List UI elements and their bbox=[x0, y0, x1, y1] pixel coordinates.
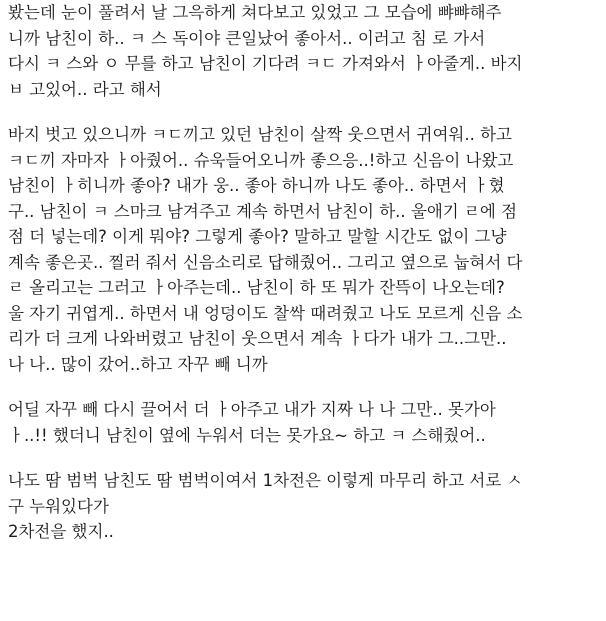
text-line: 니까 남친이 하.. ㅋ 스 독이야 큰일났어 좋아서.. 이러고 침 로 가서 bbox=[8, 28, 486, 48]
text-line: 봤는데 눈이 풀려서 날 그윽하게 쳐다보고 있었고 그 모습에 뺘뺘해주 bbox=[8, 3, 502, 22]
text-line: 리가 더 크게 나와버렸고 남친이 웃으면서 계속 ㅏ다가 내가 그..그만.. bbox=[8, 329, 507, 348]
text-line: 울 자기 귀엽게.. 하면서 내 엉덩이도 찰싹 때려줬고 나도 모르게 신음 소 bbox=[8, 303, 523, 323]
text-line: 계속 좋은곳.. 찔러 줘서 신음소리로 답해줬어.. 그리고 옆으로 눕혀서 다 bbox=[8, 252, 523, 272]
text-line: 구.. 남친이 ㅋ 스마크 남겨주고 계속 하면서 남친이 하.. 울애기 ㄹ에 점 bbox=[8, 201, 518, 221]
text-line: 2차전을 했지.. bbox=[8, 522, 114, 541]
text-line: 구 누워있다가 bbox=[8, 496, 109, 516]
text-line: 나 나.. 많이 갔어..하고 자꾸 빼 니까 bbox=[8, 354, 268, 374]
text-line: 나도 땀 범벅 남친도 땀 범벅이여서 1차전은 이렇게 마무리 하고 서로 ㅅ bbox=[8, 471, 523, 490]
text-line: 바지 벗고 있으니까 ㅋㄷ끼고 있던 남친이 살짝 웃으면서 귀여워.. 하고 bbox=[8, 125, 512, 144]
text-line: 다시 ㅋ 스와 ㅇ 무를 하고 남친이 기다려 ㅋㄷ 가져와서 ㅏ아줄게.. 바지 bbox=[8, 54, 523, 73]
text-line: ㅋㄷ끼 자마자 ㅏ아줬어.. 슈욱들어오니까 좋으응..!하고 신음이 나왔고 bbox=[8, 150, 514, 170]
text-line: ㅂ 고있어.. 라고 해서 bbox=[8, 79, 162, 99]
post-body bbox=[8, 0, 600, 545]
paragraph-3 bbox=[8, 397, 600, 448]
text-line: 남친이 ㅏ히니까 좋아? 내가 웅.. 좋아 하니까 나도 좋아.. 하면서 ㅏ혔 bbox=[8, 176, 505, 195]
text-line: ㄹ 올리고는 그러고 ㅏ아주는데.. 남친이 하 또 뭐가 잔뜩이 나오는데? bbox=[8, 278, 505, 297]
text-line: 어딜 자꾸 빼 다시 끌어서 더 ㅏ아주고 내가 지짜 나 나 그만.. 못가아 bbox=[8, 400, 496, 419]
paragraph-gap bbox=[8, 448, 600, 468]
paragraph-4 bbox=[8, 468, 600, 545]
paragraph-gap bbox=[8, 377, 600, 397]
paragraph-2 bbox=[8, 122, 600, 377]
text-line: ㅏ..!! 했더니 남친이 옆에 누워서 더는 못가요~ 하고 ㅋ 스해줬어.. bbox=[8, 425, 486, 445]
text-line: 점 더 넣는데? 이게 뭐야? 그렇게 좋아? 말하고 말할 시간도 없이 그냥 bbox=[8, 227, 507, 246]
paragraph-1 bbox=[8, 0, 600, 102]
paragraph-gap bbox=[8, 102, 600, 122]
